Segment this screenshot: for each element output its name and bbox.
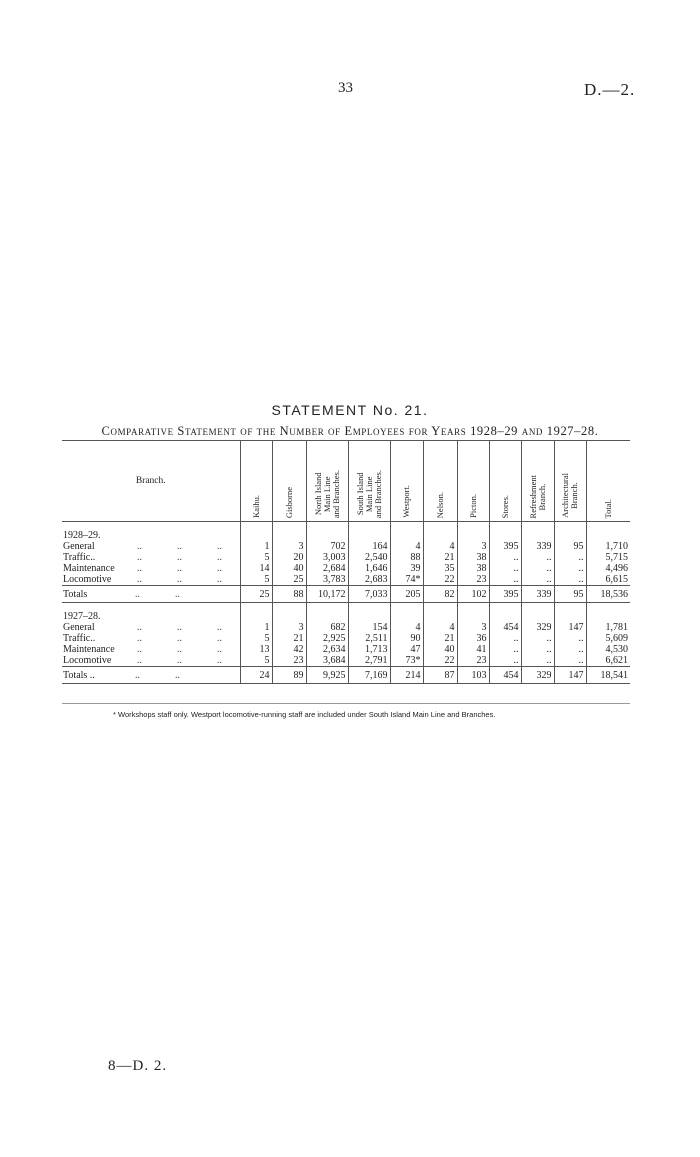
row-label (62, 541, 240, 552)
empty-cell (554, 530, 586, 541)
table-cell: 42 (272, 644, 306, 655)
employees-table (62, 440, 630, 684)
table-cell: 395 (489, 586, 521, 603)
year-label (62, 611, 240, 622)
empty-cell (457, 603, 489, 612)
table-cell: 25 (272, 574, 306, 586)
leader-dots: .. .. .. (137, 563, 222, 574)
table-cell: 682 (306, 622, 348, 633)
empty-cell (306, 522, 348, 531)
table-cell: 24 (240, 667, 272, 684)
table-cell: 5 (240, 552, 272, 563)
empty-cell (240, 611, 272, 622)
empty-cell (423, 611, 457, 622)
table-cell: 214 (390, 667, 423, 684)
empty-cell (554, 522, 586, 531)
row-label (62, 574, 240, 586)
empty-cell (348, 611, 390, 622)
table-cell: 38 (457, 552, 489, 563)
row-label-text: Traffic.. (63, 552, 96, 563)
table-cell: 339 (521, 586, 554, 603)
table-cell: 329 (521, 622, 554, 633)
table-cell: 3 (272, 541, 306, 552)
column-header-label: Nelson. (434, 491, 445, 518)
table-cell: 6,615 (586, 574, 630, 586)
table-cell: 1,781 (586, 622, 630, 633)
row-label-text: General (63, 541, 95, 552)
totals-row (62, 667, 630, 684)
table-cell: 2,683 (348, 574, 390, 586)
table-cell: 3,684 (306, 655, 348, 667)
leader-dots: .. .. .. (137, 622, 222, 633)
empty-cell (272, 522, 306, 531)
table-cell: .. (521, 574, 554, 586)
row-label (62, 655, 240, 667)
table-cell: .. (554, 644, 586, 655)
table-cell: 21 (423, 552, 457, 563)
table-cell: 89 (272, 667, 306, 684)
empty-cell (586, 611, 630, 622)
table-cell: .. (489, 655, 521, 667)
table-row (62, 633, 630, 644)
leader-dots: .. .. .. (137, 644, 222, 655)
table-cell: .. (554, 574, 586, 586)
row-label-text: Traffic.. (63, 633, 96, 644)
table-cell: .. (554, 655, 586, 667)
table-cell: 40 (423, 644, 457, 655)
table-cell: 395 (489, 541, 521, 552)
totals-label-text: Totals (63, 588, 88, 600)
statement-subtitle: Comparative Statement of the Number of Employees for Years 1928–29 and 1927–28. (101, 424, 599, 438)
table-cell: 7,169 (348, 667, 390, 684)
table-cell: 14 (240, 563, 272, 574)
table-cell: 21 (272, 633, 306, 644)
table-cell: 36 (457, 633, 489, 644)
table-cell: 3 (457, 541, 489, 552)
empty-cell (457, 530, 489, 541)
empty-cell (348, 522, 390, 531)
table-cell: 90 (390, 633, 423, 644)
empty-cell (586, 603, 630, 612)
table-cell: .. (521, 644, 554, 655)
table-cell: 82 (423, 586, 457, 603)
table-cell: 454 (489, 667, 521, 684)
table-cell: 13 (240, 644, 272, 655)
empty-cell (489, 611, 521, 622)
empty-cell (457, 522, 489, 531)
table-cell: 1 (240, 622, 272, 633)
page-number: 33 (338, 80, 353, 96)
column-header-label: Refreshment Branch. (527, 474, 547, 518)
table-cell: 339 (521, 541, 554, 552)
leader-dots: .. .. .. (137, 541, 222, 552)
spacer-row (62, 603, 630, 612)
table-row (62, 644, 630, 655)
empty-cell (489, 530, 521, 541)
table-row (62, 574, 630, 586)
row-label (62, 633, 240, 644)
table-cell: 5 (240, 655, 272, 667)
empty-cell (423, 530, 457, 541)
table-cell: 3,783 (306, 574, 348, 586)
table-row (62, 541, 630, 552)
table-cell: 5 (240, 633, 272, 644)
table-cell: .. (554, 552, 586, 563)
year-label-text: 1927–28. (63, 611, 101, 622)
table-cell: 18,541 (586, 667, 630, 684)
empty-cell (306, 530, 348, 541)
table-cell: 3,003 (306, 552, 348, 563)
table-cell: 21 (423, 633, 457, 644)
row-label-text: Locomotive (63, 655, 112, 666)
table-cell: 87 (423, 667, 457, 684)
leader-dots: .. .. (135, 669, 180, 681)
table-cell: 10,172 (306, 586, 348, 603)
empty-cell (390, 603, 423, 612)
empty-cell (554, 611, 586, 622)
branch-column-header: Branch. (62, 441, 240, 522)
table-cell: .. (489, 574, 521, 586)
table-cell: 9,925 (306, 667, 348, 684)
table-cell: 73* (390, 655, 423, 667)
table-cell: 74* (390, 574, 423, 586)
table-cell: 23 (457, 574, 489, 586)
leader-dots: .. .. .. (137, 552, 222, 563)
column-header-label: Stores. (499, 494, 510, 518)
table-cell: .. (554, 563, 586, 574)
table-cell: 4 (423, 541, 457, 552)
empty-cell (586, 530, 630, 541)
column-header-label: Architectural Branch. (560, 473, 579, 518)
totals-row (62, 586, 630, 603)
table-row (62, 552, 630, 563)
column-header (240, 441, 272, 522)
row-label-text: Maintenance (63, 644, 115, 655)
empty-cell (62, 522, 240, 531)
empty-cell (489, 603, 521, 612)
empty-cell (272, 611, 306, 622)
document-reference: D.—2. (584, 80, 636, 99)
table-cell: 1,713 (348, 644, 390, 655)
table-cell: 5 (240, 574, 272, 586)
empty-cell (554, 603, 586, 612)
row-label (62, 563, 240, 574)
empty-cell (240, 522, 272, 531)
table-cell: .. (554, 633, 586, 644)
year-label-text: 1928–29. (63, 530, 101, 541)
table-cell: .. (521, 552, 554, 563)
table-row (62, 622, 630, 633)
empty-cell (240, 603, 272, 612)
column-header (457, 441, 489, 522)
table-cell: 2,791 (348, 655, 390, 667)
year-row (62, 530, 630, 541)
table-cell: 147 (554, 667, 586, 684)
table-cell: 154 (348, 622, 390, 633)
table-cell: .. (521, 655, 554, 667)
empty-cell (586, 522, 630, 531)
column-header (554, 441, 586, 522)
table-cell: 6,621 (586, 655, 630, 667)
table-cell: 1 (240, 541, 272, 552)
table-cell: 95 (554, 541, 586, 552)
column-header-label: Total. (602, 498, 613, 518)
empty-cell (348, 603, 390, 612)
table-cell: 88 (272, 586, 306, 603)
table-cell: 40 (272, 563, 306, 574)
table-cell: 164 (348, 541, 390, 552)
table-cell: 25 (240, 586, 272, 603)
table-cell: 3 (457, 622, 489, 633)
year-label (62, 530, 240, 541)
empty-cell (521, 530, 554, 541)
empty-cell (521, 603, 554, 612)
table-cell: 5,609 (586, 633, 630, 644)
table-cell: 1,646 (348, 563, 390, 574)
table-cell: 147 (554, 622, 586, 633)
table-cell: 2,925 (306, 633, 348, 644)
totals-label-text: Totals .. (63, 669, 95, 681)
empty-cell (423, 603, 457, 612)
table-cell: 38 (457, 563, 489, 574)
empty-cell (457, 611, 489, 622)
table-cell: 1,710 (586, 541, 630, 552)
table-cell: 95 (554, 586, 586, 603)
table-cell: 2,511 (348, 633, 390, 644)
footnote-divider (62, 703, 630, 704)
leader-dots: .. .. (135, 588, 180, 600)
table-cell: .. (521, 563, 554, 574)
table-body (62, 522, 630, 684)
table-cell: 702 (306, 541, 348, 552)
empty-cell (348, 530, 390, 541)
leader-dots: .. .. .. (137, 655, 222, 666)
leader-dots: .. .. .. (137, 574, 222, 585)
spacer-row (62, 522, 630, 531)
totals-label (62, 667, 240, 684)
table-cell: .. (489, 633, 521, 644)
totals-label (62, 586, 240, 603)
column-header-label: Kaihu. (250, 495, 261, 518)
column-header-label: Picton. (467, 494, 478, 518)
table-cell: 7,033 (348, 586, 390, 603)
statement-title: STATEMENT No. 21. (271, 402, 429, 418)
table-cell: 103 (457, 667, 489, 684)
table-row (62, 655, 630, 667)
empty-cell (521, 522, 554, 531)
row-label (62, 552, 240, 563)
table-cell: 4 (390, 541, 423, 552)
table-cell: 454 (489, 622, 521, 633)
empty-cell (390, 530, 423, 541)
table-cell: 329 (521, 667, 554, 684)
row-label (62, 644, 240, 655)
empty-cell (272, 530, 306, 541)
column-header (272, 441, 306, 522)
table-cell: 23 (457, 655, 489, 667)
table-cell: 20 (272, 552, 306, 563)
table-cell: 4,530 (586, 644, 630, 655)
empty-cell (306, 611, 348, 622)
column-header (306, 441, 348, 522)
empty-cell (521, 611, 554, 622)
table-cell: 205 (390, 586, 423, 603)
footnote: * Workshops staff only. Westport locomotive-running staff are included under South Island Main Line and Branches. (113, 710, 496, 719)
empty-cell (240, 530, 272, 541)
table-cell: 102 (457, 586, 489, 603)
row-label-text: Locomotive (63, 574, 112, 585)
table-cell: 5,715 (586, 552, 630, 563)
column-header (586, 441, 630, 522)
year-row (62, 611, 630, 622)
column-header-label: South Island Main Line and Branches. (354, 469, 383, 518)
table-cell: 39 (390, 563, 423, 574)
empty-cell (306, 603, 348, 612)
column-header (348, 441, 390, 522)
empty-cell (390, 522, 423, 531)
empty-cell (62, 603, 240, 612)
table-cell: 22 (423, 655, 457, 667)
table-cell: 41 (457, 644, 489, 655)
column-header (521, 441, 554, 522)
table-cell: 88 (390, 552, 423, 563)
row-label (62, 622, 240, 633)
table-row (62, 563, 630, 574)
table-cell: .. (521, 633, 554, 644)
table-cell: 22 (423, 574, 457, 586)
table-cell: 2,684 (306, 563, 348, 574)
table-cell: 18,536 (586, 586, 630, 603)
column-header-label: North Island Main Line and Branches. (312, 469, 341, 518)
table-cell: .. (489, 644, 521, 655)
table-cell: 4 (390, 622, 423, 633)
table-cell: 4,496 (586, 563, 630, 574)
leader-dots: .. .. .. (137, 633, 222, 644)
empty-cell (423, 522, 457, 531)
table-cell: 2,634 (306, 644, 348, 655)
table-cell: 47 (390, 644, 423, 655)
signature-mark: 8—D. 2. (108, 1058, 168, 1074)
table-cell: 3 (272, 622, 306, 633)
empty-cell (390, 611, 423, 622)
table-cell: .. (489, 563, 521, 574)
column-header-label: Westport. (401, 485, 411, 518)
table-cell: 35 (423, 563, 457, 574)
column-header (423, 441, 457, 522)
table-cell: 2,540 (348, 552, 390, 563)
column-header (489, 441, 521, 522)
row-label-text: Maintenance (63, 563, 115, 574)
table-cell: 23 (272, 655, 306, 667)
table-header-row (62, 441, 630, 522)
empty-cell (489, 522, 521, 531)
column-header-label: Gisborne (283, 486, 294, 518)
row-label-text: General (63, 622, 95, 633)
column-header (390, 441, 423, 522)
table-cell: .. (489, 552, 521, 563)
table-cell: 4 (423, 622, 457, 633)
empty-cell (272, 603, 306, 612)
